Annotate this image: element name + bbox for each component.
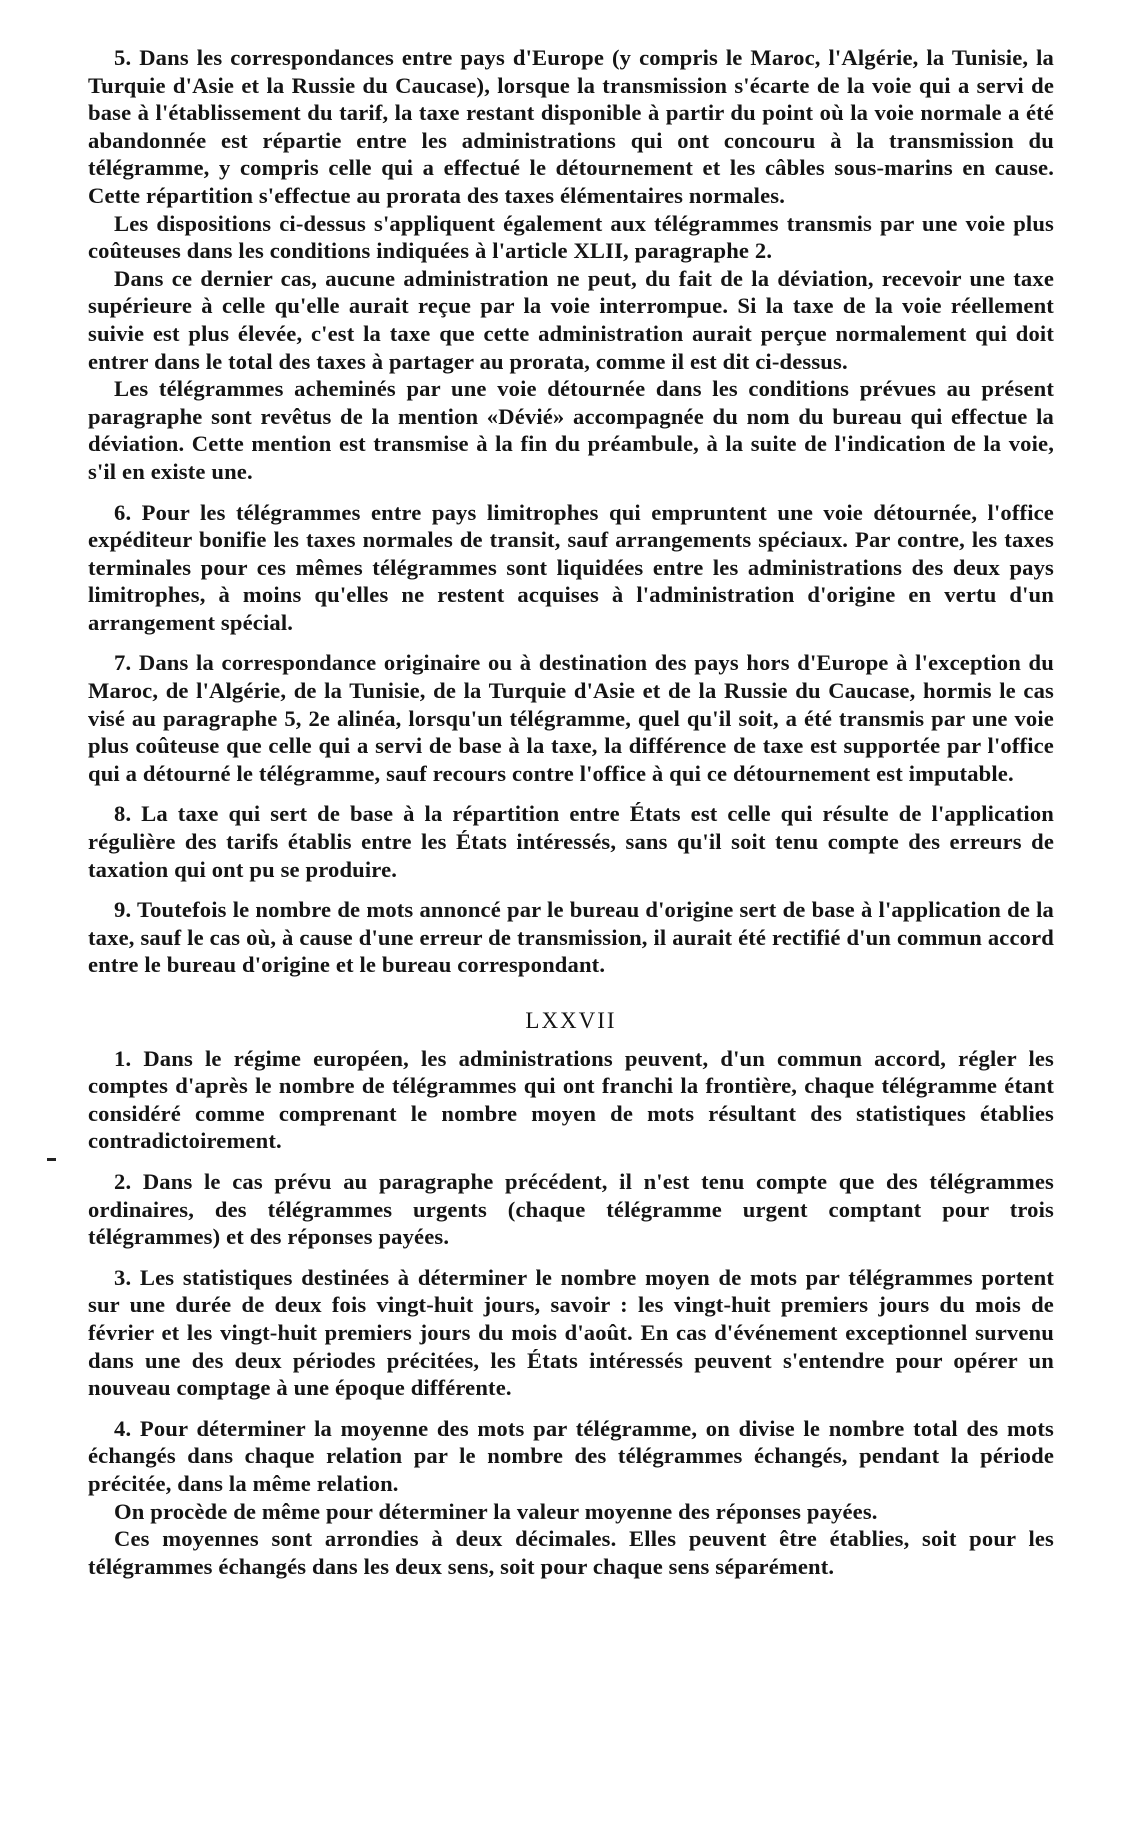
paragraph-76-7: 7. Dans la correspondance originaire ou à destination des pays hors d'Europe à l'exception du Maroc, de l'Algérie, de la Tunisie, de la Turquie d'Asie et de la Russie du Caucase, hormis le cas visé au paragraphe 5, 2e alinéa, lorsqu'un télégramme, quel qu'il soit, a été transmis par une voie plus coûteuse que celle qui a servi de base à la taxe, la différence de taxe est supportée par l'office qui a détourné le télégramme, sauf recours contre l'office à qui ce détournement est imputable. — [88, 650, 1054, 786]
paragraph-77-3: 3. Les statistiques destinées à déterminer le nombre moyen de mots par télégrammes portent sur une durée de deux fois vingt-huit jours, savoir : les vingt-huit premiers jours du mois de février et les vingt-huit premiers jours du mois d'août. En cas d'événement exceptionnel survenu dans une des deux périodes précitées, les États intéressés peuvent s'entendre pour opérer un nouveau comptage à une époque différente. — [88, 1264, 1054, 1401]
section-77-body — [88, 1045, 1054, 1581]
paragraph-77-2: 2. Dans le cas prévu au paragraphe précédent, il n'est tenu compte que des télégrammes ordinaires, des télégrammes urgents (chaque télégramme urgent comptant pour trois télégrammes) et des réponses payées. — [88, 1168, 1054, 1250]
paragraph-77-4-alinea-3: Ces moyennes sont arrondies à deux décimales. Elles peuvent être établies, soit pour les télégrammes échangés dans les deux sens, soit pour chaque sens séparément. — [88, 1526, 1054, 1579]
paragraph-76-8: 8. La taxe qui sert de base à la répartition entre États est celle qui résulte de l'application régulière des tarifs établis entre les États intéressés, sans qu'il soit tenu compte des erreurs de taxation qui ont pu se produire. — [88, 801, 1054, 882]
paragraph-77-4: 4. Pour déterminer la moyenne des mots par télégramme, on divise le nombre total des mots échangés dans chaque relation par le nombre des télégrammes échangés, pendant la période précitée, dans la même relation. — [88, 1415, 1054, 1496]
paragraph-76-5-alinea-3: Dans ce dernier cas, aucune administration ne peut, du fait de la déviation, recevoir une taxe supérieure à celle qu'elle aurait reçue par la voie interrompue. Si la taxe de la voie réellement suivie est plus élevée, c'est la taxe que cette administration aurait perçue normalement qui doit entrer dans le total des taxes à partager au prorata, comme il est dit ci-dessus. — [88, 265, 1054, 374]
paragraph-76-9: 9. Toutefois le nombre de mots annoncé par le bureau d'origine sert de base à l'application de la taxe, sauf le cas où, à cause d'une erreur de transmission, il aurait été rectifié d'un commun accord entre le bureau d'origine et le bureau correspondant. — [88, 897, 1054, 978]
section-heading: LXXVII — [525, 1008, 617, 1033]
paragraph-77-4-alinea-2: On procède de même pour déterminer la valeur moyenne des réponses payées. — [114, 1498, 878, 1524]
paragraph-76-5-alinea-2: Les dispositions ci-dessus s'appliquent également aux télégrammes transmis par une voie plus coûteuses dans les conditions indiquées à l'article XLII, paragraphe 2. — [88, 210, 1054, 264]
paragraph-76-5: 5. Dans les correspondances entre pays d'Europe (y compris le Maroc, l'Algérie, la Tunisie, la Turquie d'Asie et la Russie du Caucase), lorsque la transmission s'écarte de la voie qui a servi de base à l'établissement du tarif, la taxe restant disponible à partir du point où la voie normale a été abandonnée est répartie entre les administrations qui ont concouru à la transmission du télégramme, y compris celle qui a effectué le détournement et les câbles sous-marins en cause. Cette répartition s'effectue au prorata des taxes élémentaires normales. — [88, 45, 1054, 208]
document-page — [88, 44, 1054, 1580]
paragraph-76-5-alinea-4: Les télégrammes acheminés par une voie détournée dans les conditions prévues au présent paragraphe sont revêtus de la mention «Dévié» accompagnée du nom du bureau qui effectue la déviation. Cette mention est transmise à la fin du préambule, à la suite de l'indication de la voie, s'il en existe une. — [88, 376, 1054, 484]
section-76-body — [88, 44, 1054, 979]
paragraph-76-6: 6. Pour les télégrammes entre pays limitrophes qui empruntent une voie détournée, l'office expéditeur bonifie les taxes normales de transit, sauf arrangements spéciaux. Par contre, les taxes terminales pour ces mêmes télégrammes sont liquidées entre les administrations des deux pays limitrophes, à moins qu'elles ne restent acquises à l'administration d'origine en vertu d'un arrangement spécial. — [88, 499, 1054, 635]
margin-dash-mark — [47, 1158, 56, 1161]
paragraph-77-1: 1. Dans le régime européen, les administrations peuvent, d'un commun accord, régler les comptes d'après le nombre de télégrammes qui ont franchi la frontière, chaque télégramme étant considéré comme comprenant le nombre moyen de mots résultant des statistiques établies contradictoirement. — [88, 1045, 1054, 1154]
